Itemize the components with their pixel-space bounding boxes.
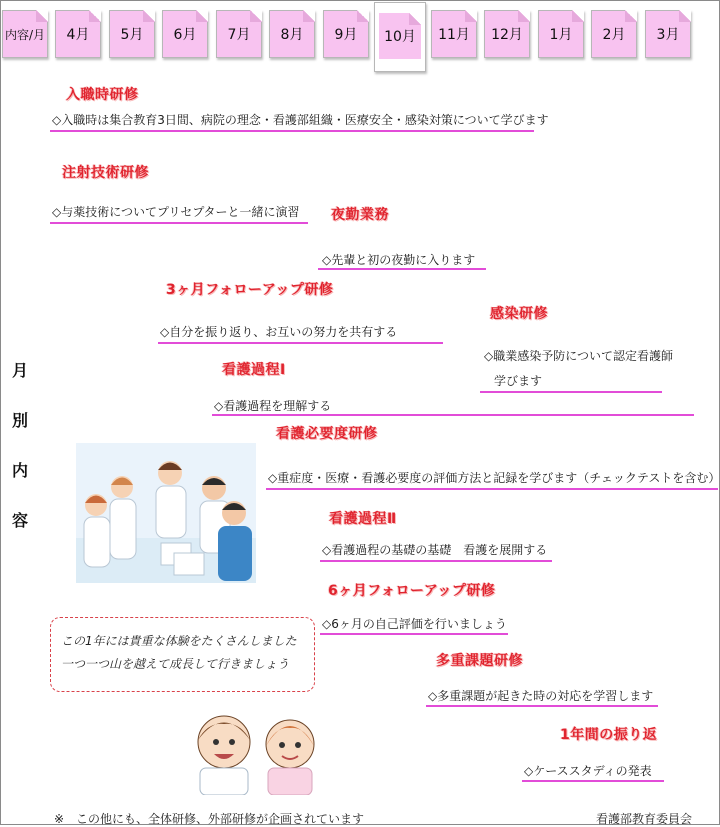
month-july[interactable]: 7月: [216, 10, 262, 58]
month-september[interactable]: 9月: [323, 10, 369, 58]
heading-necessity: 看護必要度研修: [276, 426, 378, 442]
underline: [320, 633, 508, 635]
text-multitask: ◇多重課題が起きた時の対応を学習します: [428, 689, 654, 703]
underline: [318, 268, 486, 270]
side-title-char: 内: [12, 461, 29, 480]
nurses-group-illustration: [76, 443, 256, 583]
month-february[interactable]: 2月: [591, 10, 637, 58]
text-followup-6: ◇6ヶ月の自己評価を行いましょう: [322, 617, 507, 631]
month-august[interactable]: 8月: [269, 10, 315, 58]
month-march[interactable]: 3月: [645, 10, 691, 58]
two-nurses-illustration: [182, 700, 332, 795]
text-infection-line1: ◇職業感染予防について認定看護師: [484, 349, 673, 363]
text-infection-line2: 学びます: [494, 374, 543, 388]
heading-injection: 注射技術研修: [62, 165, 149, 181]
message-line-2: 一つ一つ山を越えて成長して行きましょう: [61, 657, 290, 671]
side-title-char: 容: [12, 511, 29, 530]
text-night-duty: ◇先輩と初の夜勤に入ります: [322, 253, 476, 267]
text-process-2: ◇看護過程の基礎の基礎 看護を展開する: [322, 543, 548, 557]
underline: [522, 780, 664, 782]
underline: [158, 342, 443, 344]
underline: [50, 130, 534, 132]
heading-induction: 入職時研修: [66, 87, 139, 103]
underline: [426, 705, 658, 707]
text-process-1: ◇看護過程を理解する: [214, 399, 332, 413]
header-corner-label: 内容/月: [2, 10, 48, 58]
underline: [480, 391, 662, 393]
heading-process-1: 看護過程Ⅰ: [222, 362, 286, 378]
heading-process-2: 看護過程Ⅱ: [329, 511, 397, 527]
text-review: ◇ケーススタディの発表: [524, 764, 652, 778]
message-box: [50, 617, 315, 692]
underline: [212, 414, 694, 416]
heading-followup-3: 3ヶ月フォローアップ研修: [166, 282, 334, 298]
text-necessity: ◇重症度・医療・看護必要度の評価方法と記録を学びます（チェックテストを含む）: [268, 471, 720, 485]
month-october[interactable]: 10月: [374, 2, 426, 72]
footer-note: ※ この他にも、全体研修、外部研修が企画されています: [54, 812, 365, 826]
heading-review: 1年間の振り返: [560, 727, 658, 743]
underline: [320, 560, 552, 562]
side-title-char: 別: [12, 411, 29, 430]
underline: [266, 488, 718, 490]
month-june[interactable]: 6月: [162, 10, 208, 58]
text-followup-3: ◇自分を振り返り、お互いの努力を共有する: [160, 325, 398, 339]
month-january[interactable]: 1月: [538, 10, 584, 58]
heading-followup-6: 6ヶ月フォローアップ研修: [328, 583, 496, 599]
month-december[interactable]: 12月: [484, 10, 530, 58]
month-may[interactable]: 5月: [109, 10, 155, 58]
side-title-char: 月: [12, 361, 29, 380]
text-injection: ◇与薬技術についてプリセプターと一緒に演習: [52, 205, 300, 219]
heading-infection: 感染研修: [490, 306, 548, 322]
heading-night-duty: 夜勤業務: [331, 207, 389, 223]
text-induction: ◇入職時は集合教育3日間、病院の理念・看護部組織・医療安全・感染対策について学びます: [52, 113, 549, 127]
message-line-1: この1年には貴重な体験をたくさんしました: [61, 634, 297, 648]
month-april[interactable]: 4月: [55, 10, 101, 58]
heading-multitask: 多重課題研修: [436, 653, 523, 669]
underline: [50, 222, 308, 224]
month-november[interactable]: 11月: [431, 10, 477, 58]
footer-committee: 看護部教育委員会: [596, 812, 693, 826]
